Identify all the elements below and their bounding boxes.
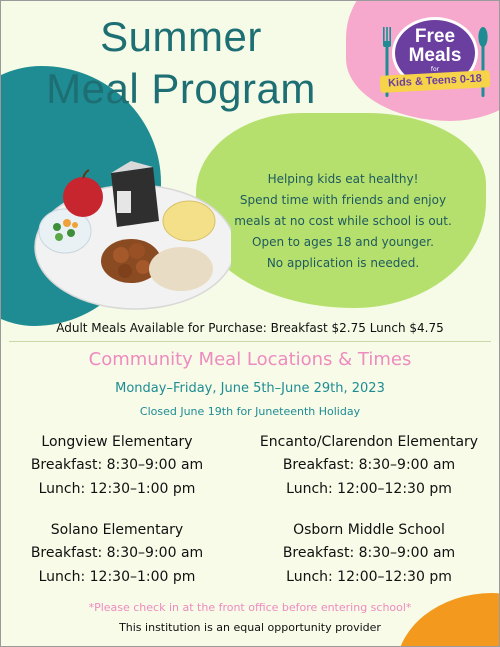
adult-meals-note: Adult Meals Available for Purchase: Breakfast $2.75 Lunch $4.75 bbox=[56, 321, 444, 335]
blurb-line: No application is needed. bbox=[266, 256, 420, 270]
locations-heading: Community Meal Locations & Times bbox=[88, 349, 412, 370]
location-breakfast: Breakfast: 8:30–9:00 am bbox=[30, 545, 204, 561]
food-tray-photo bbox=[31, 151, 231, 311]
badge-meals: Meals bbox=[408, 45, 462, 66]
badge-for: for bbox=[430, 66, 440, 73]
date-range: Monday–Friday, June 5th–June 29th, 2023 bbox=[115, 381, 385, 396]
location-name: Longview Elementary bbox=[41, 434, 193, 450]
location-breakfast: Breakfast: 8:30–9:00 am bbox=[282, 457, 456, 473]
location-solano bbox=[0, 519, 237, 589]
closed-note: Closed June 19th for Juneteenth Holiday bbox=[139, 405, 361, 418]
divider bbox=[9, 341, 491, 342]
free-meals-badge bbox=[386, 13, 484, 93]
location-breakfast: Breakfast: 8:30–9:00 am bbox=[282, 545, 456, 561]
location-osborn bbox=[249, 519, 489, 589]
badge-ribbon: Kids & Teens 0-18 bbox=[380, 70, 491, 93]
badge-free: Free bbox=[414, 26, 456, 47]
location-lunch: Lunch: 12:00–12:30 pm bbox=[286, 481, 452, 497]
location-name: Osborn Middle School bbox=[293, 522, 445, 538]
blurb-line: meals at no cost while school is out. bbox=[234, 214, 452, 228]
location-lunch: Lunch: 12:00–12:30 pm bbox=[286, 569, 452, 585]
program-description bbox=[223, 169, 463, 274]
title-line-1: Summer bbox=[100, 13, 262, 60]
page-title bbox=[1, 11, 361, 115]
blurb-line: Open to ages 18 and younger. bbox=[252, 235, 434, 249]
blurb-line: Spend time with friends and enjoy bbox=[239, 193, 447, 207]
location-encanto-clarendon bbox=[249, 431, 489, 501]
location-breakfast: Breakfast: 8:30–9:00 am bbox=[30, 457, 204, 473]
equal-opportunity-statement: This institution is an equal opportunity provider bbox=[119, 621, 381, 634]
location-longview bbox=[0, 431, 237, 501]
location-lunch: Lunch: 12:30–1:00 pm bbox=[38, 481, 196, 497]
title-line-2: Meal Program bbox=[46, 65, 316, 112]
location-name: Encanto/Clarendon Elementary bbox=[259, 434, 479, 450]
location-name: Solano Elementary bbox=[50, 522, 184, 538]
blurb-line: Helping kids eat healthy! bbox=[267, 172, 419, 186]
checkin-note: *Please check in at the front office before entering school* bbox=[88, 601, 412, 614]
location-lunch: Lunch: 12:30–1:00 pm bbox=[38, 569, 196, 585]
